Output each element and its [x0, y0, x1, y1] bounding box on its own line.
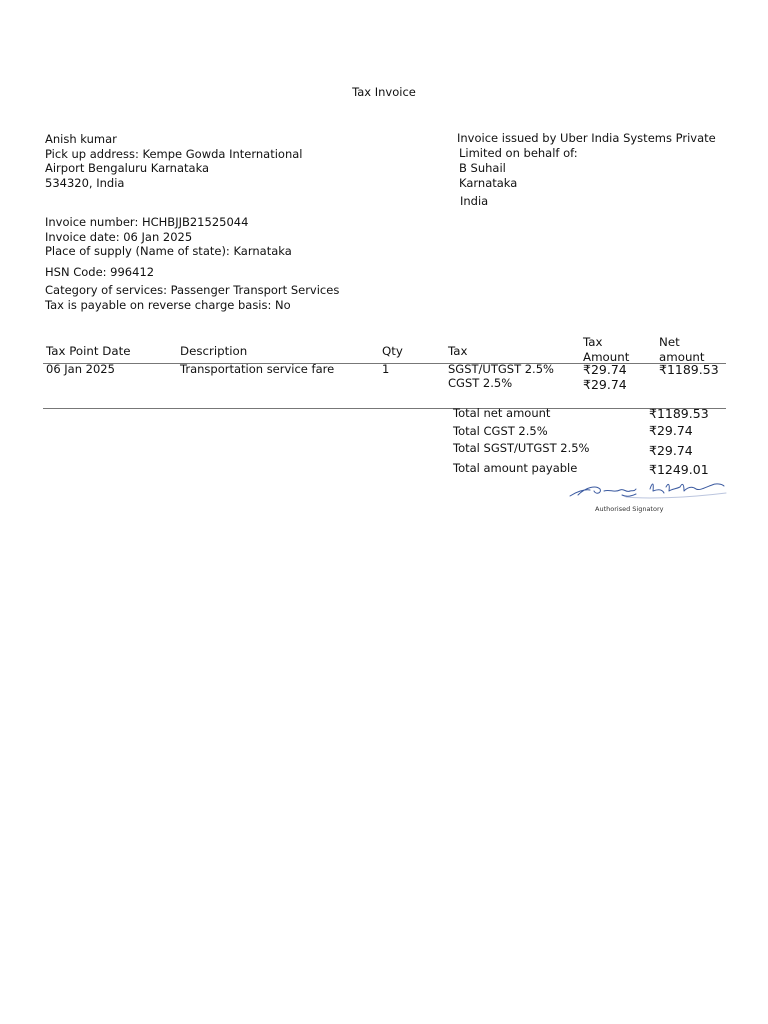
document-title: Tax Invoice [352, 85, 416, 99]
issuer-country: India [460, 194, 489, 208]
customer-name: Anish kumar [45, 132, 117, 146]
customer-block [45, 132, 303, 190]
header-tax: Tax [448, 344, 468, 358]
row-tax-sgst: SGST/UTGST 2.5% [448, 362, 554, 376]
pickup-address-line-1: Pick up address: Kempe Gowda International [45, 146, 303, 161]
totals-divider [43, 408, 726, 409]
row-qty: 1 [382, 362, 390, 376]
row-tax-amount-sgst: ₹29.74 [583, 362, 627, 377]
header-tax-point-date: Tax Point Date [46, 344, 131, 358]
total-cgst-value: ₹29.74 [649, 423, 693, 438]
row-date: 06 Jan 2025 [46, 362, 115, 376]
signature-caption: Authorised Signatory [595, 505, 664, 513]
signature-image [566, 477, 728, 503]
row-tax-amount-cgst: ₹29.74 [583, 377, 627, 392]
invoice-details [45, 215, 292, 259]
pickup-address-line-2: Airport Bengaluru Karnataka [45, 161, 210, 176]
service-category: Category of services: Passenger Transport Services [45, 283, 340, 297]
header-qty: Qty [382, 344, 403, 358]
reverse-charge: Tax is payable on reverse charge basis: No [45, 297, 291, 312]
issuer-state: Karnataka [459, 176, 518, 190]
issuer-line-2: Limited on behalf of: [459, 146, 578, 160]
row-tax-cgst: CGST 2.5% [448, 376, 513, 390]
row-description: Transportation service fare [180, 362, 335, 376]
total-payable-label: Total amount payable [453, 461, 578, 475]
total-payable-value: ₹1249.01 [649, 462, 709, 477]
total-net-label: Total net amount [453, 406, 551, 420]
total-cgst-label: Total CGST 2.5% [453, 424, 548, 438]
invoice-date: Invoice date: 06 Jan 2025 [45, 229, 193, 244]
issuer-driver: B Suhail [459, 161, 506, 175]
header-tax-amount-line-1: Tax [583, 335, 603, 349]
issuer-line-1: Invoice issued by Uber India Systems Private [457, 131, 716, 145]
hsn-code: HSN Code: 996412 [45, 265, 155, 279]
header-net-amount-line-2: amount [659, 350, 705, 364]
service-info [45, 283, 339, 312]
header-net-amount-line-1: Net [659, 335, 680, 349]
invoice-number: Invoice number: HCHBJJB21525044 [45, 215, 249, 229]
total-sgst-label: Total SGST/UTGST 2.5% [453, 441, 590, 455]
header-tax-amount-line-2: Amount [583, 350, 630, 364]
total-net-value: ₹1189.53 [649, 406, 709, 421]
pickup-address-line-3: 534320, India [45, 175, 125, 190]
header-description: Description [180, 344, 248, 358]
total-sgst-value: ₹29.74 [649, 443, 693, 458]
place-of-supply: Place of supply (Name of state): Karnataka [45, 244, 292, 259]
row-net-amount: ₹1189.53 [659, 362, 719, 377]
